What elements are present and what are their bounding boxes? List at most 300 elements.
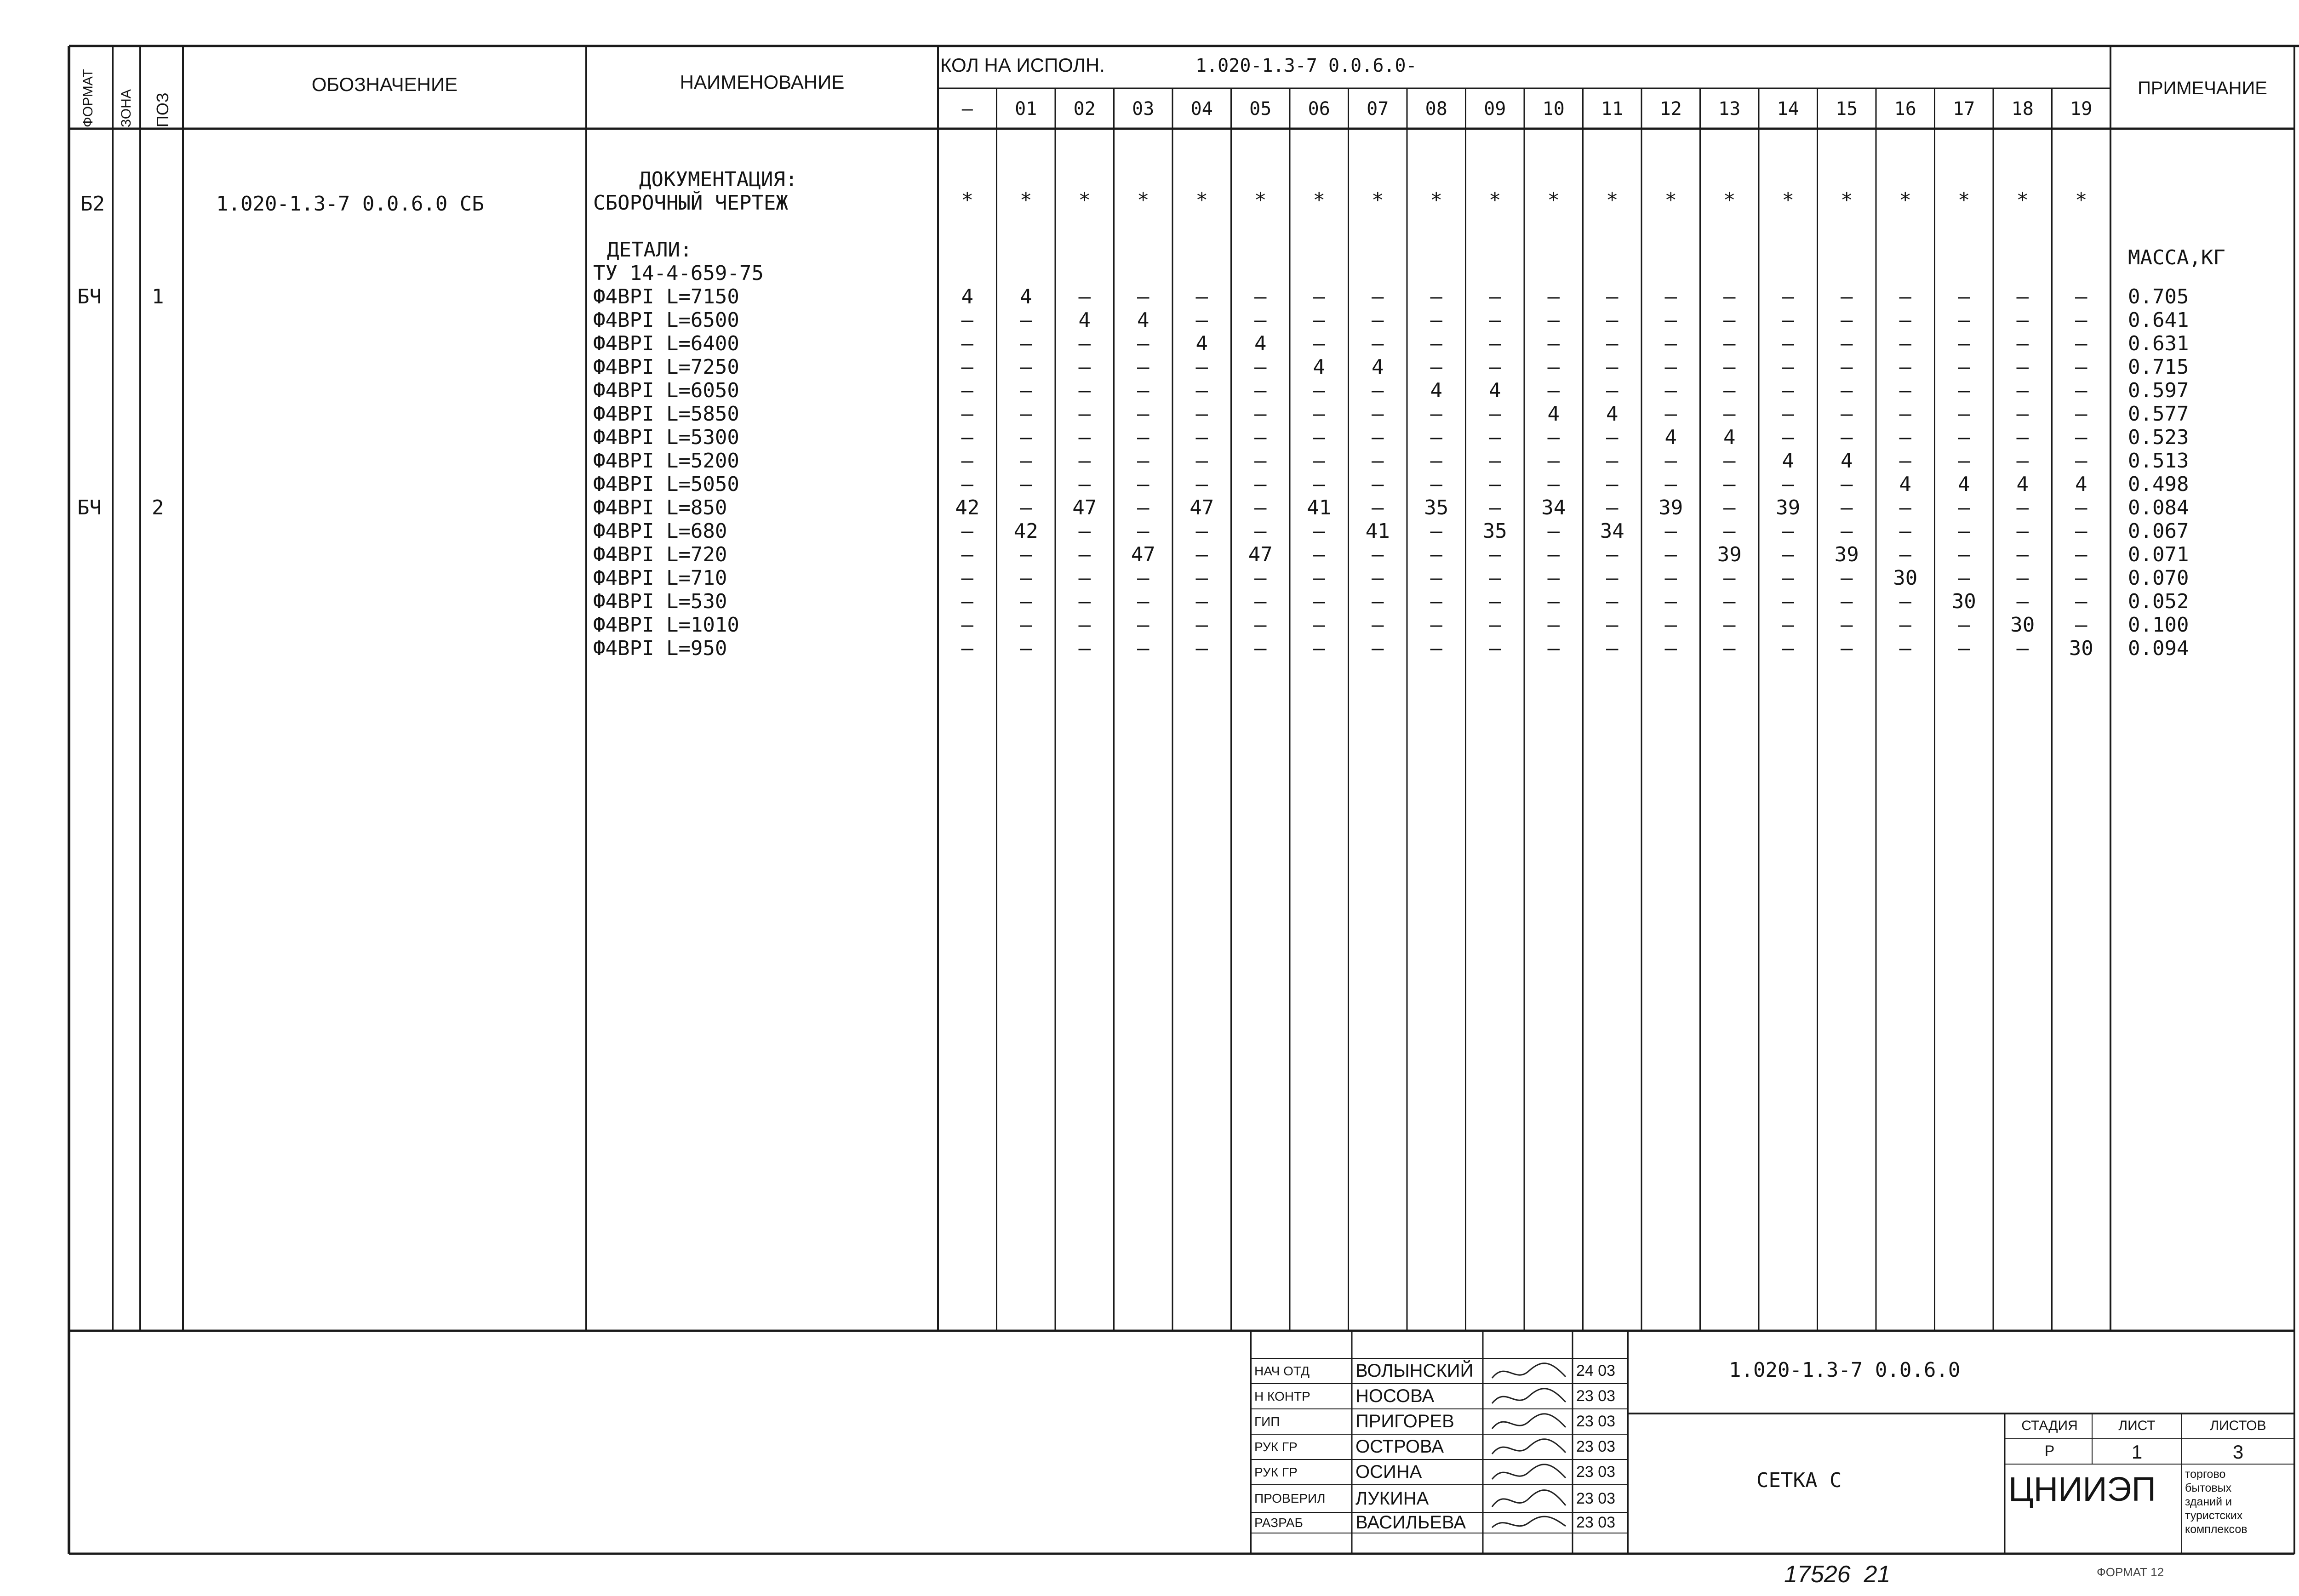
qty-cell: – [1372, 426, 1384, 449]
variant-header-17: 17 [1953, 98, 1975, 120]
qty-cell: – [1899, 496, 1911, 519]
qty-cell: – [1137, 379, 1150, 402]
doc-zone: Б2 [80, 192, 105, 216]
qty-cell: – [961, 355, 973, 379]
qty-cell: – [1958, 519, 1970, 543]
qty-cell: 4 [2016, 473, 2029, 496]
qty-cell: – [1137, 637, 1150, 660]
qty-cell: – [1664, 449, 1677, 473]
qty-cell: – [1430, 332, 1442, 355]
qty-cell: – [1430, 519, 1442, 543]
part-name: Ф4ВРI L=530 [593, 590, 727, 613]
qty-cell: – [1782, 285, 1794, 308]
qty-cell: – [1078, 519, 1091, 543]
qty-cell: – [1547, 426, 1560, 449]
qty-cell: – [1547, 637, 1560, 660]
qty-cell: – [1078, 426, 1091, 449]
qty-cell: – [1899, 355, 1911, 379]
qty-cell: – [1782, 308, 1794, 332]
qty-cell: 4 [1489, 379, 1501, 402]
qty-cell: – [1020, 402, 1032, 426]
qty-cell: – [1078, 449, 1091, 473]
qty-cell: – [1958, 308, 1970, 332]
sign-date: 23 03 [1576, 1387, 1616, 1405]
qty-cell: – [1430, 402, 1442, 426]
qty-cell: – [961, 613, 973, 637]
qty-cell: – [1899, 519, 1911, 543]
qty-cell: – [1137, 473, 1150, 496]
qty-cell: – [1958, 449, 1970, 473]
role-label: РУК ГР [1254, 1440, 1298, 1454]
organization-subtitle [2185, 1467, 2248, 1536]
qty-cell: 30 [1951, 590, 1976, 613]
qty-cell: – [2016, 402, 2029, 426]
qty-cell: – [1958, 543, 1970, 566]
part-name: Ф4ВРI L=7250 [593, 355, 739, 379]
qty-cell: – [1430, 426, 1442, 449]
qty-cell: – [1195, 285, 1208, 308]
qty-cell: – [1254, 637, 1267, 660]
qty-cell: – [2016, 449, 2029, 473]
qty-cell: – [1723, 308, 1736, 332]
org-subtitle-line: комплексов [2185, 1523, 2248, 1536]
parts-title: ДЕТАЛИ: [607, 238, 692, 262]
qty-cell: – [1841, 590, 1853, 613]
doc-mark: * [1489, 188, 1501, 212]
qty-cell: – [1313, 332, 1325, 355]
header-zone: ЗОНА [119, 89, 134, 127]
qty-cell: – [1430, 637, 1442, 660]
qty-cell: – [2075, 355, 2087, 379]
doc-mark: * [1313, 188, 1325, 212]
qty-cell: – [2016, 285, 2029, 308]
header-pos: ПОЗ [153, 92, 172, 127]
sheets-label: ЛИСТОВ [2210, 1418, 2266, 1433]
qty-cell: – [2016, 426, 2029, 449]
qty-cell: – [1313, 402, 1325, 426]
variant-header-3: 03 [1132, 98, 1155, 120]
variant-header-6: 06 [1308, 98, 1330, 120]
qty-cell: – [1313, 308, 1325, 332]
qty-cell: – [1723, 637, 1736, 660]
variant-header-16: 16 [1894, 98, 1916, 120]
qty-cell: – [1664, 566, 1677, 590]
qty-cell: – [2075, 496, 2087, 519]
qty-cell: – [1841, 332, 1853, 355]
part-name: Ф4ВРI L=5200 [593, 449, 739, 473]
qty-cell: – [1137, 613, 1150, 637]
qty-cell: – [1664, 543, 1677, 566]
part-mass: 0.067 [2128, 519, 2189, 543]
qty-cell: – [1958, 332, 1970, 355]
qty-cell: – [1782, 566, 1794, 590]
signature [1487, 1434, 1570, 1459]
qty-cell: 4 [1547, 402, 1560, 426]
qty-cell: – [1547, 590, 1560, 613]
header-format: ФОРМАТ [80, 69, 96, 127]
qty-cell: – [1782, 402, 1794, 426]
qty-cell: – [1254, 355, 1267, 379]
doc-mark: * [1958, 188, 1970, 212]
doc-mark: * [1137, 188, 1150, 212]
doc-mark: * [1254, 188, 1267, 212]
part-mass: 0.523 [2128, 426, 2189, 449]
qty-cell: – [1547, 449, 1560, 473]
qty-cell: – [961, 402, 973, 426]
qty-cell: – [2016, 590, 2029, 613]
qty-cell: – [1430, 449, 1442, 473]
qty-cell: – [1195, 590, 1208, 613]
qty-cell: – [1078, 473, 1091, 496]
qty-cell: – [961, 426, 973, 449]
qty-cell: – [1195, 379, 1208, 402]
signature [1487, 1384, 1570, 1409]
role-label: ГИП [1254, 1414, 1280, 1429]
qty-cell: – [1723, 285, 1736, 308]
qty-cell: 4 [961, 285, 973, 308]
qty-cell: – [1899, 590, 1911, 613]
qty-cell: – [1841, 402, 1853, 426]
variant-header-4: 04 [1190, 98, 1213, 120]
part-name: Ф4ВРI L=680 [593, 519, 727, 543]
qty-cell: – [961, 379, 973, 402]
qty-cell: – [1664, 637, 1677, 660]
qty-cell: – [1958, 496, 1970, 519]
part-name: Ф4ВРI L=720 [593, 543, 727, 566]
qty-cell: – [2016, 637, 2029, 660]
qty-cell: – [1313, 285, 1325, 308]
sheet-value: 1 [2131, 1441, 2143, 1463]
sheet-label: ЛИСТ [2118, 1418, 2156, 1433]
title-block-title: СЕТКА С [1756, 1469, 1842, 1492]
sign-date: 23 03 [1576, 1490, 1616, 1507]
org-subtitle-line: торгово [2185, 1468, 2226, 1481]
qty-cell: – [1254, 308, 1267, 332]
qty-cell: – [2075, 566, 2087, 590]
role-label: ПРОВЕРИЛ [1254, 1491, 1326, 1505]
qty-cell: 4 [1899, 473, 1911, 496]
part-mass: 0.631 [2128, 332, 2189, 355]
qty-cell: – [1313, 426, 1325, 449]
part-name: Ф4ВРI L=5300 [593, 426, 739, 449]
sign-date: 24 03 [1576, 1362, 1616, 1379]
doc-mark: * [1372, 188, 1384, 212]
qty-cell: – [1372, 590, 1384, 613]
part-mass: 0.070 [2128, 566, 2189, 590]
qty-cell: – [1899, 332, 1911, 355]
qty-cell: 47 [1072, 496, 1097, 519]
qty-cell: – [1430, 285, 1442, 308]
qty-cell: – [1841, 613, 1853, 637]
qty-cell: – [1958, 402, 1970, 426]
qty-cell: – [1313, 543, 1325, 566]
qty-cell: – [1547, 566, 1560, 590]
qty-cell: – [1078, 379, 1091, 402]
variant-header-11: 11 [1601, 98, 1624, 120]
qty-cell: – [1958, 285, 1970, 308]
part-mass: 0.498 [2128, 473, 2189, 496]
qty-cell: – [1723, 449, 1736, 473]
doc-mark: * [1430, 188, 1442, 212]
qty-cell: – [1020, 637, 1032, 660]
qty-cell: – [961, 519, 973, 543]
qty-cell: – [1782, 590, 1794, 613]
qty-cell: – [1664, 285, 1677, 308]
qty-cell: – [1195, 355, 1208, 379]
qty-cell: – [1020, 496, 1032, 519]
role-label: Н КОНТР [1254, 1389, 1310, 1403]
signer-name: ЛУКИНА [1355, 1488, 1429, 1509]
qty-cell: – [1489, 426, 1501, 449]
qty-cell: – [1606, 543, 1618, 566]
qty-cell: 41 [1307, 496, 1332, 519]
part-mass: 0.094 [2128, 637, 2189, 660]
qty-cell: – [1195, 543, 1208, 566]
qty-cell: – [1195, 519, 1208, 543]
qty-cell: – [1899, 285, 1911, 308]
qty-cell: – [1020, 308, 1032, 332]
variant-header-19: 19 [2070, 98, 2093, 120]
qty-cell: 47 [1248, 543, 1273, 566]
qty-cell: – [1372, 613, 1384, 637]
doc-designation: 1.020-1.3-7 0.0.6.0 СБ [216, 192, 484, 216]
org-subtitle-line: зданий и [2185, 1495, 2232, 1508]
qty-cell: – [2016, 332, 2029, 355]
organization-name: ЦНИИЭП [2008, 1470, 2156, 1508]
doc-mark: * [1606, 188, 1618, 212]
qty-cell: – [1489, 285, 1501, 308]
qty-cell: 4 [1430, 379, 1442, 402]
part-mass: 0.052 [2128, 590, 2189, 613]
part-mass: 0.084 [2128, 496, 2189, 519]
qty-cell: 41 [1365, 519, 1390, 543]
part-mass: 0.641 [2128, 308, 2189, 332]
qty-cell: – [1664, 590, 1677, 613]
qty-cell: – [1606, 449, 1618, 473]
variant-header-18: 18 [2011, 98, 2034, 120]
doc-mark: * [1195, 188, 1208, 212]
stage-value: Р [2044, 1442, 2055, 1459]
qty-cell: – [2016, 379, 2029, 402]
part-name: Ф4ВРI L=950 [593, 637, 727, 660]
qty-cell: 34 [1541, 496, 1566, 519]
qty-cell: – [1723, 519, 1736, 543]
qty-cell: – [1313, 379, 1325, 402]
signature [1487, 1512, 1570, 1533]
qty-cell: – [1547, 519, 1560, 543]
qty-cell: – [1137, 355, 1150, 379]
qty-cell: – [1841, 496, 1853, 519]
qty-cell: – [1020, 613, 1032, 637]
qty-cell: – [1489, 449, 1501, 473]
part-mass: 0.071 [2128, 543, 2189, 566]
qty-cell: – [1020, 473, 1032, 496]
variant-header-2: 02 [1073, 98, 1096, 120]
part-mass: 0.513 [2128, 449, 2189, 473]
variant-header-12: 12 [1659, 98, 1682, 120]
qty-cell: – [961, 566, 973, 590]
qty-cell: – [1723, 332, 1736, 355]
header-designation: ОБОЗНАЧЕНИЕ [311, 74, 458, 95]
part-mass: 0.597 [2128, 379, 2189, 402]
qty-cell: 47 [1131, 543, 1155, 566]
qty-cell: – [2075, 449, 2087, 473]
qty-cell: – [1606, 379, 1618, 402]
qty-cell: – [1606, 613, 1618, 637]
qty-cell: – [1547, 285, 1560, 308]
doc-mark: * [1664, 188, 1677, 212]
qty-cell: – [1254, 449, 1267, 473]
qty-cell: 47 [1190, 496, 1214, 519]
qty-cell: – [1664, 473, 1677, 496]
qty-cell: – [1313, 613, 1325, 637]
qty-cell: – [961, 590, 973, 613]
qty-cell: – [2075, 332, 2087, 355]
qty-cell: – [2016, 355, 2029, 379]
part-name: Ф4ВРI L=850 [593, 496, 727, 519]
qty-cell: – [1020, 449, 1032, 473]
qty-cell: 4 [1137, 308, 1150, 332]
qty-cell: – [1782, 332, 1794, 355]
qty-cell: – [1841, 285, 1853, 308]
qty-cell: – [1489, 613, 1501, 637]
qty-cell: 4 [1782, 449, 1794, 473]
qty-cell: – [1313, 519, 1325, 543]
qty-cell: – [1137, 449, 1150, 473]
header-qty-title: КОЛ НА ИСПОЛН. [940, 54, 1105, 76]
qty-cell: – [1841, 355, 1853, 379]
qty-cell: – [1078, 285, 1091, 308]
part-mass: 0.577 [2128, 402, 2189, 426]
qty-cell: – [2075, 590, 2087, 613]
qty-cell: – [1606, 496, 1618, 519]
qty-cell: – [1547, 308, 1560, 332]
qty-cell: – [1958, 426, 1970, 449]
qty-cell: – [1723, 355, 1736, 379]
qty-cell: – [961, 473, 973, 496]
sheets-value: 3 [2232, 1441, 2244, 1463]
qty-cell: 34 [1600, 519, 1624, 543]
qty-cell: – [2075, 308, 2087, 332]
part-mass: 0.100 [2128, 613, 2189, 637]
qty-cell: – [1782, 379, 1794, 402]
qty-cell: – [1372, 566, 1384, 590]
qty-cell: – [1841, 426, 1853, 449]
doc-title: ДОКУМЕНТАЦИЯ: [639, 168, 798, 191]
variant-header-0: – [961, 98, 973, 120]
doc-mark: * [1723, 188, 1736, 212]
qty-cell: – [2016, 308, 2029, 332]
qty-cell: – [1254, 402, 1267, 426]
qty-cell: – [961, 449, 973, 473]
qty-cell: 4 [1664, 426, 1677, 449]
qty-cell: – [1020, 379, 1032, 402]
qty-cell: – [1899, 637, 1911, 660]
part-mass: 0.715 [2128, 355, 2189, 379]
qty-cell: – [1195, 566, 1208, 590]
qty-cell: – [1313, 473, 1325, 496]
qty-cell: – [2075, 543, 2087, 566]
qty-cell: – [2016, 543, 2029, 566]
qty-cell: – [1372, 402, 1384, 426]
qty-cell: – [1254, 566, 1267, 590]
qty-cell: – [2016, 566, 2029, 590]
part-mass: 0.705 [2128, 285, 2189, 308]
qty-cell: – [1137, 566, 1150, 590]
qty-cell: 4 [1254, 332, 1267, 355]
qty-cell: 39 [1834, 543, 1859, 566]
qty-cell: – [2075, 613, 2087, 637]
qty-cell: – [1606, 332, 1618, 355]
qty-cell: – [1489, 590, 1501, 613]
qty-cell: – [1841, 308, 1853, 332]
variant-header-10: 10 [1542, 98, 1565, 120]
qty-cell: – [1606, 590, 1618, 613]
qty-cell: 4 [1372, 355, 1384, 379]
doc-mark: * [1078, 188, 1091, 212]
qty-cell: 4 [1078, 308, 1091, 332]
qty-cell: – [1547, 473, 1560, 496]
role-label: РУК ГР [1254, 1465, 1298, 1479]
signer-name: ВОЛЫНСКИЙ [1355, 1361, 1474, 1381]
qty-cell: – [1137, 332, 1150, 355]
part-name: Ф4ВРI L=6500 [593, 308, 739, 332]
parts-spec: ТУ 14-4-659-75 [593, 262, 764, 285]
qty-cell: – [1430, 613, 1442, 637]
qty-cell: 4 [1313, 355, 1325, 379]
sign-date: 23 03 [1576, 1438, 1616, 1455]
qty-cell: – [1078, 590, 1091, 613]
qty-cell: – [1489, 566, 1501, 590]
qty-cell: – [1195, 613, 1208, 637]
signer-name: ОСТРОВА [1355, 1436, 1444, 1457]
qty-cell: 39 [1658, 496, 1683, 519]
qty-cell: 4 [2075, 473, 2087, 496]
qty-cell: – [1782, 613, 1794, 637]
doc-mark: * [961, 188, 973, 212]
qty-cell: 30 [2069, 637, 2093, 660]
qty-cell: – [1430, 543, 1442, 566]
qty-cell: – [1958, 355, 1970, 379]
signature [1487, 1459, 1570, 1485]
qty-cell: 4 [1841, 449, 1853, 473]
qty-cell: 4 [1723, 426, 1736, 449]
qty-cell: – [1841, 379, 1853, 402]
qty-cell: – [1664, 519, 1677, 543]
qty-cell: – [1020, 590, 1032, 613]
qty-cell: – [1372, 473, 1384, 496]
signature [1487, 1485, 1570, 1512]
qty-cell: – [1664, 308, 1677, 332]
qty-cell: – [1606, 426, 1618, 449]
qty-cell: – [1782, 355, 1794, 379]
qty-cell: – [1489, 402, 1501, 426]
qty-cell: – [1078, 355, 1091, 379]
title-block-code: 1.020-1.3-7 0.0.6.0 [1729, 1358, 1961, 1382]
qty-cell: – [1606, 308, 1618, 332]
part-name: Ф4ВРI L=7150 [593, 285, 739, 308]
qty-cell: 30 [1893, 566, 1918, 590]
org-subtitle-line: туристских [2185, 1509, 2243, 1522]
doc-name: СБОРОЧНЫЙ ЧЕРТЕЖ [593, 191, 788, 215]
qty-cell: 35 [1424, 496, 1449, 519]
qty-cell: 4 [1195, 332, 1208, 355]
qty-cell: – [1664, 355, 1677, 379]
qty-cell: – [961, 308, 973, 332]
pos1-zone: БЧ [77, 285, 102, 308]
qty-cell: – [1078, 613, 1091, 637]
qty-cell: – [2016, 519, 2029, 543]
